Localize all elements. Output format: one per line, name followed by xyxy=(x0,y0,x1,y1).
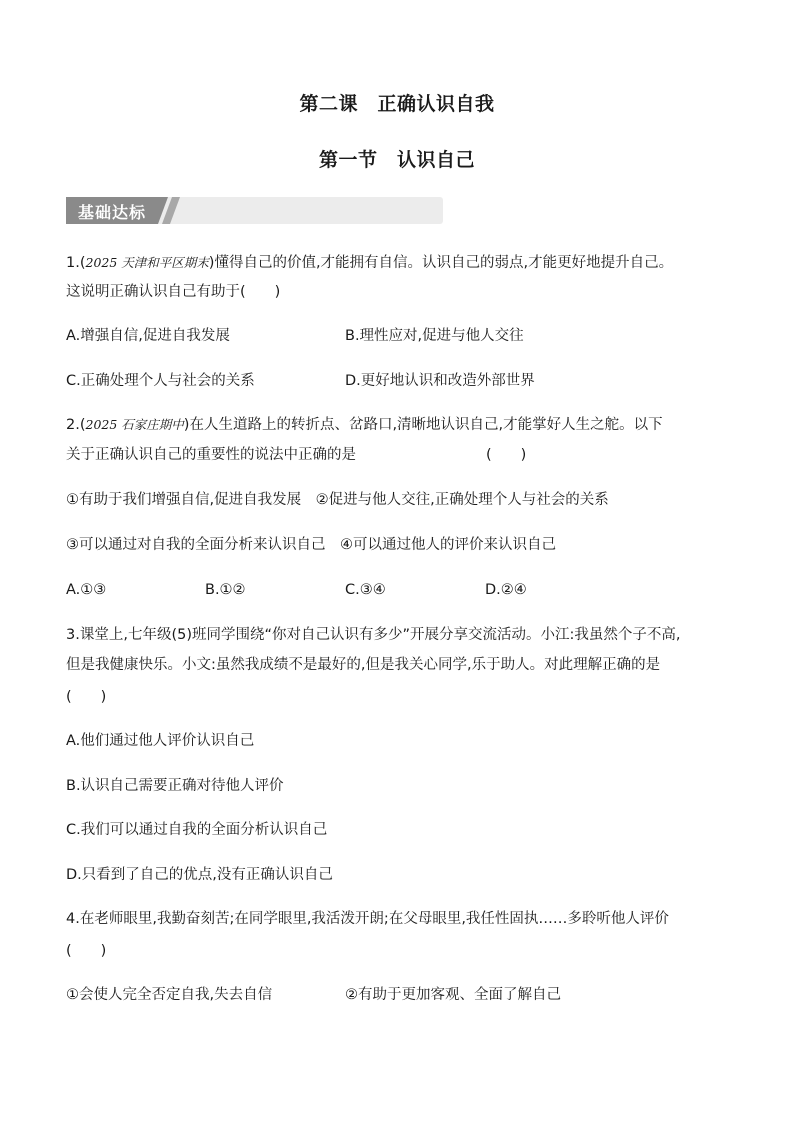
q3-option-a: A.他们通过他人评价认识自己 xyxy=(66,733,255,749)
question-3-line-1: 3.课堂上,七年级(5)班同学围绕“你对自己认识有多少”开展分享交流活动。小江:我虽然个子不高, xyxy=(66,627,681,643)
section-banner xyxy=(66,197,443,224)
question-3-line-2: 但是我健康快乐。小文:虽然我成绩不是最好的,但是我关心同学,乐于助人。对此理解正确的是 xyxy=(66,657,661,673)
question-1-line-2: 这说明正确认识自己有助于( ) xyxy=(66,284,281,300)
question-2-line-2: 关于正确认识自己的重要性的说法中正确的是 xyxy=(66,447,356,463)
q1-option-d: D.更好地认识和改造外部世界 xyxy=(345,373,535,389)
q1-prefix: 1.( xyxy=(66,255,86,271)
q2-source: 2025 石家庄期中 xyxy=(85,417,184,432)
question-1-line-1 xyxy=(66,253,673,273)
question-4-line-1: 4.在老师眼里,我勤奋刻苦;在同学眼里,我活泼开朗;在父母眼里,我任性固执……多聆听他人评价 xyxy=(66,911,669,927)
banner-label: 基础达标 xyxy=(78,203,147,222)
section-title: 第一节 认识自己 xyxy=(318,149,475,171)
q3-option-d: D.只看到了自己的优点,没有正确认识自己 xyxy=(66,867,333,883)
q2-option-d: D.②④ xyxy=(485,582,527,598)
q2-statement-2: ③可以通过对自我的全面分析来认识自己 ④可以通过他人的评价来认识自己 xyxy=(66,537,556,553)
q4-statement-2: ②有助于更加客观、全面了解自己 xyxy=(345,987,561,1003)
question-2-line-1 xyxy=(66,415,663,435)
q4-statement-1: ①会使人完全否定自我,失去自信 xyxy=(66,987,273,1003)
q1-option-a: A.增强自信,促进自我发展 xyxy=(66,328,230,344)
q2-option-c: C.③④ xyxy=(345,582,386,598)
q2-statement-1: ①有助于我们增强自信,促进自我发展 ②促进与他人交往,正确处理个人与社会的关系 xyxy=(66,492,609,508)
q2-answer-paren: ( ) xyxy=(486,447,527,463)
q1-option-c: C.正确处理个人与社会的关系 xyxy=(66,373,255,389)
question-3-line-3: ( ) xyxy=(66,689,107,705)
q2-text: )在人生道路上的转折点、岔路口,清晰地认识自己,才能掌好人生之舵。以下 xyxy=(183,417,663,433)
q1-text: )懂得自己的价值,才能拥有自信。认识自己的弱点,才能更好地提升自己。 xyxy=(208,255,674,271)
q1-source: 2025 天津和平区期末 xyxy=(85,255,209,270)
question-4-line-2: ( ) xyxy=(66,943,107,959)
q2-prefix: 2.( xyxy=(66,417,86,433)
q1-option-b: B.理性应对,促进与他人交往 xyxy=(345,328,524,344)
q3-option-b: B.认识自己需要正确对待他人评价 xyxy=(66,778,284,794)
q3-option-c: C.我们可以通过自我的全面分析认识自己 xyxy=(66,822,328,838)
q2-option-b: B.①② xyxy=(205,582,246,598)
q2-option-a: A.①③ xyxy=(66,582,107,598)
lesson-title: 第二课 正确认识自我 xyxy=(299,93,495,115)
